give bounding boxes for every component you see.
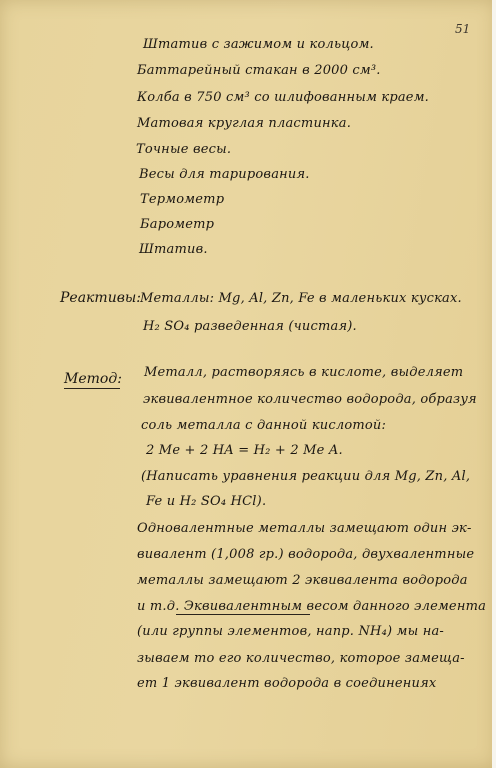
reagents-line: Металлы: Mg, Al, Zn, Fe в маленьких кусках. (140, 291, 462, 306)
method-line: металлы замещают 2 эквивалента водорода (137, 573, 468, 588)
equipment-item: Матовая круглая пластинка. (137, 116, 352, 131)
method-label: Метод: (64, 371, 122, 387)
equivalent-weight-underline (176, 614, 310, 615)
equipment-item: Термометр (140, 192, 225, 207)
method-line: (или группы элементов, напр. NH₄) мы на- (137, 624, 444, 639)
method-line: эквивалентное количество водорода, образуя (143, 392, 477, 407)
equipment-item: Штатив с зажимом и кольцом. (143, 37, 374, 52)
equipment-item: Колба в 750 см³ со шлифованным краем. (137, 90, 430, 105)
method-line: (Написать уравнения реакции для Mg, Zn, Al, (141, 469, 471, 484)
equipment-item: Весы для тарирования. (139, 167, 310, 182)
method-line: вивалент (1,008 гр.) водорода, двухвалентные (137, 547, 475, 562)
method-line: и т.д. Эквивалентным весом данного элемента (137, 599, 487, 614)
method-line: зываем то его количество, которое замеща- (137, 651, 465, 666)
reagents-line: H₂ SO₄ разведенная (чистая). (143, 319, 357, 334)
reagents-label: Реактивы: (60, 290, 141, 306)
equipment-item: Точные весы. (136, 142, 232, 157)
method-label-underline (64, 388, 120, 389)
equipment-item: Штатив. (139, 242, 208, 257)
equipment-item: Барометр (140, 217, 215, 232)
formula-line: 2 Me + 2 HA = H₂ + 2 Me A. (146, 443, 343, 458)
page-number: 51 (455, 22, 471, 36)
method-line: ет 1 эквивалент водорода в соединениях (137, 676, 437, 691)
method-line: соль металла с данной кислотой: (141, 418, 387, 433)
equipment-item: Баттарейный стакан в 2000 см³. (137, 63, 381, 78)
page-edge (492, 0, 496, 768)
method-line: Одновалентные металлы замещают один эк- (137, 521, 472, 536)
method-line: Металл, растворяясь в кислоте, выделяет (144, 365, 464, 380)
method-line: Fe и H₂ SO₄ HCl). (146, 494, 267, 509)
